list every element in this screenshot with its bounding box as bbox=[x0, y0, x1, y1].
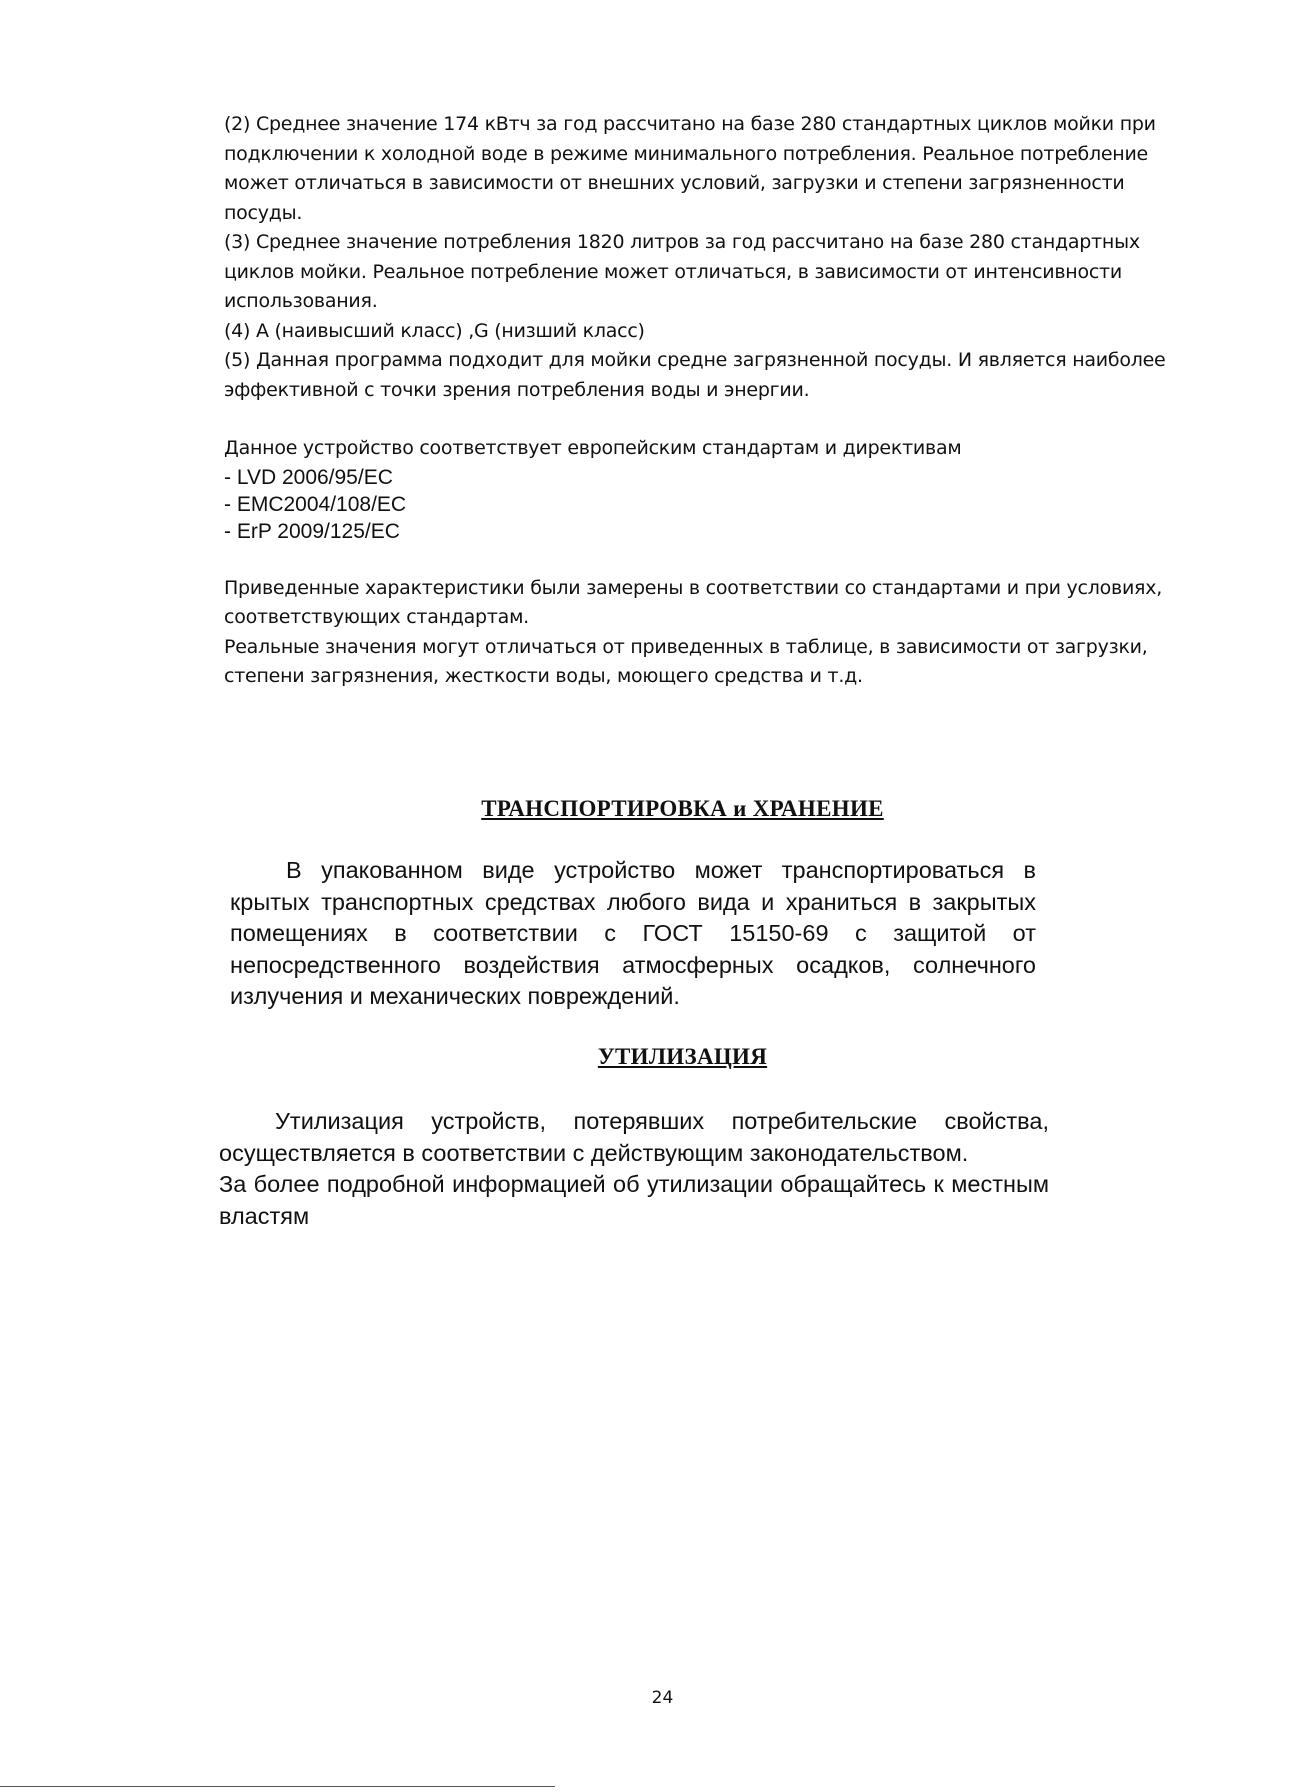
disposal-heading: УТИЛИЗАЦИЯ bbox=[597, 1044, 768, 1069]
footnote-5: (5) Данная программа подходит для мойки средне загрязненной посуды. И является наиболее эффективной с точки зрения потребления воды и энергии. bbox=[224, 349, 1166, 401]
footer-rule bbox=[0, 1786, 555, 1787]
footnote-3: (3) Среднее значение потребления 1820 литров за год рассчитано на базе 280 стандартных циклов мойки. Реальное потребление может отличаться, в зависимости от интенсивности использования. bbox=[224, 231, 1140, 312]
footnote-4: (4) A (наивысший класс) ,G (низший класс) bbox=[224, 319, 645, 342]
transport-paragraph: В упакованном виде устройство может транспортироваться в крытых транспортных средствах любого вида и храниться в закрытых помещениях в соответствии с ГОСТ 15150-69 с защитой от непосредственного воздействия атмосферных осадков, солнечного излучения и механических повреждений. bbox=[230, 857, 1036, 1009]
page-number: 24 bbox=[651, 1688, 674, 1708]
measurement-note-1: Приведенные характеристики были замерены в соответствии со стандартами и при условиях, соответствующих стандартам. bbox=[224, 576, 1163, 628]
standards-list bbox=[224, 464, 1204, 545]
disposal-paragraph bbox=[219, 1106, 1049, 1232]
transport-heading: ТРАНСПОРТИРОВКА и ХРАНЕНИЕ bbox=[481, 796, 884, 821]
standard-item: - LVD 2006/95/EC bbox=[224, 465, 393, 489]
footnotes-block bbox=[224, 110, 1204, 692]
standard-item: - ErP 2009/125/EC bbox=[224, 519, 400, 543]
standards-intro: Данное устройство соответствует европейским стандартам и директивам bbox=[224, 437, 962, 459]
measurement-note-2: Реальные значения могут отличаться от приведенных в таблице, в зависимости от загрузки, степени загрязнения, жесткости воды, моющего средства и т.д. bbox=[224, 635, 1148, 687]
standard-item: - EMC2004/108/EC bbox=[224, 492, 407, 516]
disposal-text-1: Утилизация устройств, потерявших потребительские свойства, осуществляется в соответствии с действующим законодательством. bbox=[219, 1108, 1049, 1166]
disposal-text-2: За более подробной информацией об утилизации обращайтесь к местным властям bbox=[219, 1171, 1049, 1229]
footnote-2: (2) Среднее значение 174 кВтч за год рассчитано на базе 280 стандартных циклов мойки при подключении к холодной воде в режиме минимального потребления. Реальное потребление может отличаться в зависимости от внешних условий, загрузки и степени загрязненности посуды. bbox=[224, 113, 1156, 224]
